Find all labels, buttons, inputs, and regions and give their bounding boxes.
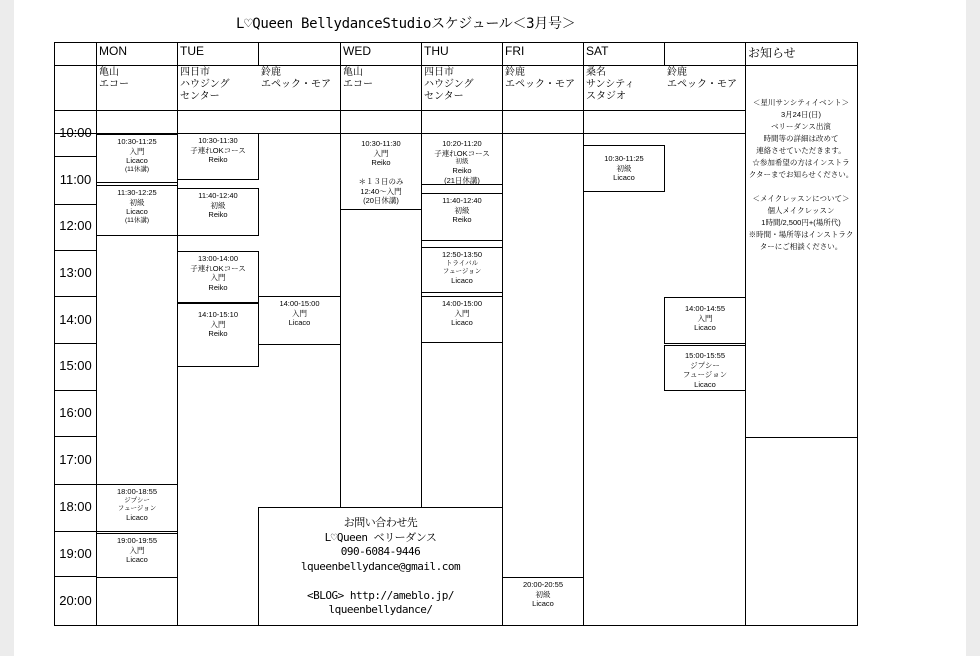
grid-line (745, 437, 857, 438)
time-label: 10:00 (59, 125, 92, 140)
venue-sat-2: 鈴鹿 エペック・モア (667, 67, 737, 90)
grid-line (664, 43, 665, 66)
class-block-wed-1: 10:30-11:30 入門 Reiko ＊１３日のみ 12:40～入門 (20日休講) (340, 133, 422, 210)
time-label: 20:00 (59, 593, 92, 608)
time-label: 12:00 (59, 218, 92, 233)
time-label: 19:00 (59, 546, 92, 561)
contact-box (258, 507, 503, 626)
class-block-thu-2: 11:40-12:40 初級 Reiko (421, 193, 503, 241)
class-block-thu-1: 10:20-11:20 子連れOKコース 初級 Reiko (21日休講) (421, 133, 503, 185)
class-block-tue-2: 11:40-12:40 初級 Reiko (177, 188, 259, 236)
class-block-mon-2: 11:30-12:25 初級 Licaco (11休講) (96, 185, 178, 236)
day-header-tue: TUE (180, 44, 204, 58)
grid-line (55, 343, 96, 344)
class-block-sat-3: 15:00-15:55 ジプシー フュージョン Licaco (664, 345, 746, 391)
class-block-mon-1: 10:30-11:25 入門 Licaco (11休講) (96, 134, 178, 183)
grid-line (55, 296, 96, 297)
day-header-mon: MON (99, 44, 127, 58)
grid-line (55, 156, 96, 157)
grid-line (258, 43, 259, 66)
venue-tue-2: 鈴鹿 エペック・モア (261, 67, 331, 90)
grid-line (583, 43, 584, 625)
time-label: 18:00 (59, 499, 92, 514)
class-block-sat-1: 10:30-11:25 初級 Licaco (583, 145, 665, 192)
grid-line (55, 250, 96, 251)
day-header-fri: FRI (505, 44, 525, 58)
class-block-tue-3: 13:00-14:00 子連れOKコース 入門 Reiko (177, 251, 259, 303)
grid-line (55, 110, 745, 111)
schedule-grid (54, 42, 858, 626)
notice-header: お知らせ (748, 46, 796, 60)
schedule-sheet (14, 0, 966, 656)
time-label: 11:00 (59, 172, 92, 187)
time-label: 15:00 (59, 358, 92, 373)
day-header-thu: THU (424, 44, 449, 58)
venue-tue-1: 四日市 ハウジング センター (180, 67, 230, 102)
class-block-mon-4: 19:00-19:55 入門 Licaco (96, 533, 178, 578)
class-block-sat-2: 14:00-14:55 入門 Licaco (664, 297, 746, 344)
time-label: 14:00 (59, 312, 92, 327)
venue-sat-1: 桑名 サンシティ スタジオ (586, 67, 635, 102)
class-block-fri-1: 20:00-20:55 初級 Licaco (502, 577, 584, 626)
venue-mon: 亀山 エコー (99, 67, 129, 90)
venue-thu: 四日市 ハウジング センター (424, 67, 474, 102)
class-block-tue-4: 14:10-15:10 入門 Reiko (177, 303, 259, 367)
time-label: 17:00 (59, 452, 92, 467)
time-label: 13:00 (59, 265, 92, 280)
grid-line (55, 390, 96, 391)
page-title: L♡Queen BellydanceStudioスケジュール＜3月号＞ (236, 16, 576, 32)
contact-text: お問い合わせ先 L♡Queen ベリーダンス 090-6084-9446 lqueenbellydance@gmail.com <BLOG> http://ameblo.jp/ lqueenbellydance/ (300, 516, 461, 616)
grid-line (55, 531, 96, 532)
venue-fri: 鈴鹿 エペック・モア (505, 67, 575, 90)
class-block-thu-3: 12:50-13:50 トライバル フュージョン Licaco (421, 247, 503, 293)
class-block-thu-4: 14:00-15:00 入門 Licaco (421, 296, 503, 343)
class-block-mon-3: 18:00-18:55 ジプシー フュージョン Licaco (96, 484, 178, 532)
class-block-tue-5: 14:00-15:00 入門 Licaco (258, 296, 341, 345)
grid-line (55, 484, 96, 485)
grid-line (55, 576, 96, 577)
venue-wed: 亀山 エコー (343, 67, 373, 90)
notice-text: ＜星川サンシティイベント＞ 3月24日(日) ベリーダンス出演 時間等の詳細は改めて 連絡させていただきます。 ☆参加希望の方はインストラ クターまでお知らせください。 ＜メイクレッスンについて＞ 個人メイクレッスン 1時間/2,500円+(場所代) ※時間・場所等はインストラク ターにご相談ください。 (748, 98, 854, 251)
grid-line (55, 436, 96, 437)
day-header-sat: SAT (586, 44, 609, 58)
time-label: 16:00 (59, 405, 92, 420)
day-header-wed: WED (343, 44, 371, 58)
grid-line (55, 65, 857, 66)
class-block-tue-1: 10:30-11:30 子連れOKコース Reiko (177, 133, 259, 180)
grid-line (55, 204, 96, 205)
